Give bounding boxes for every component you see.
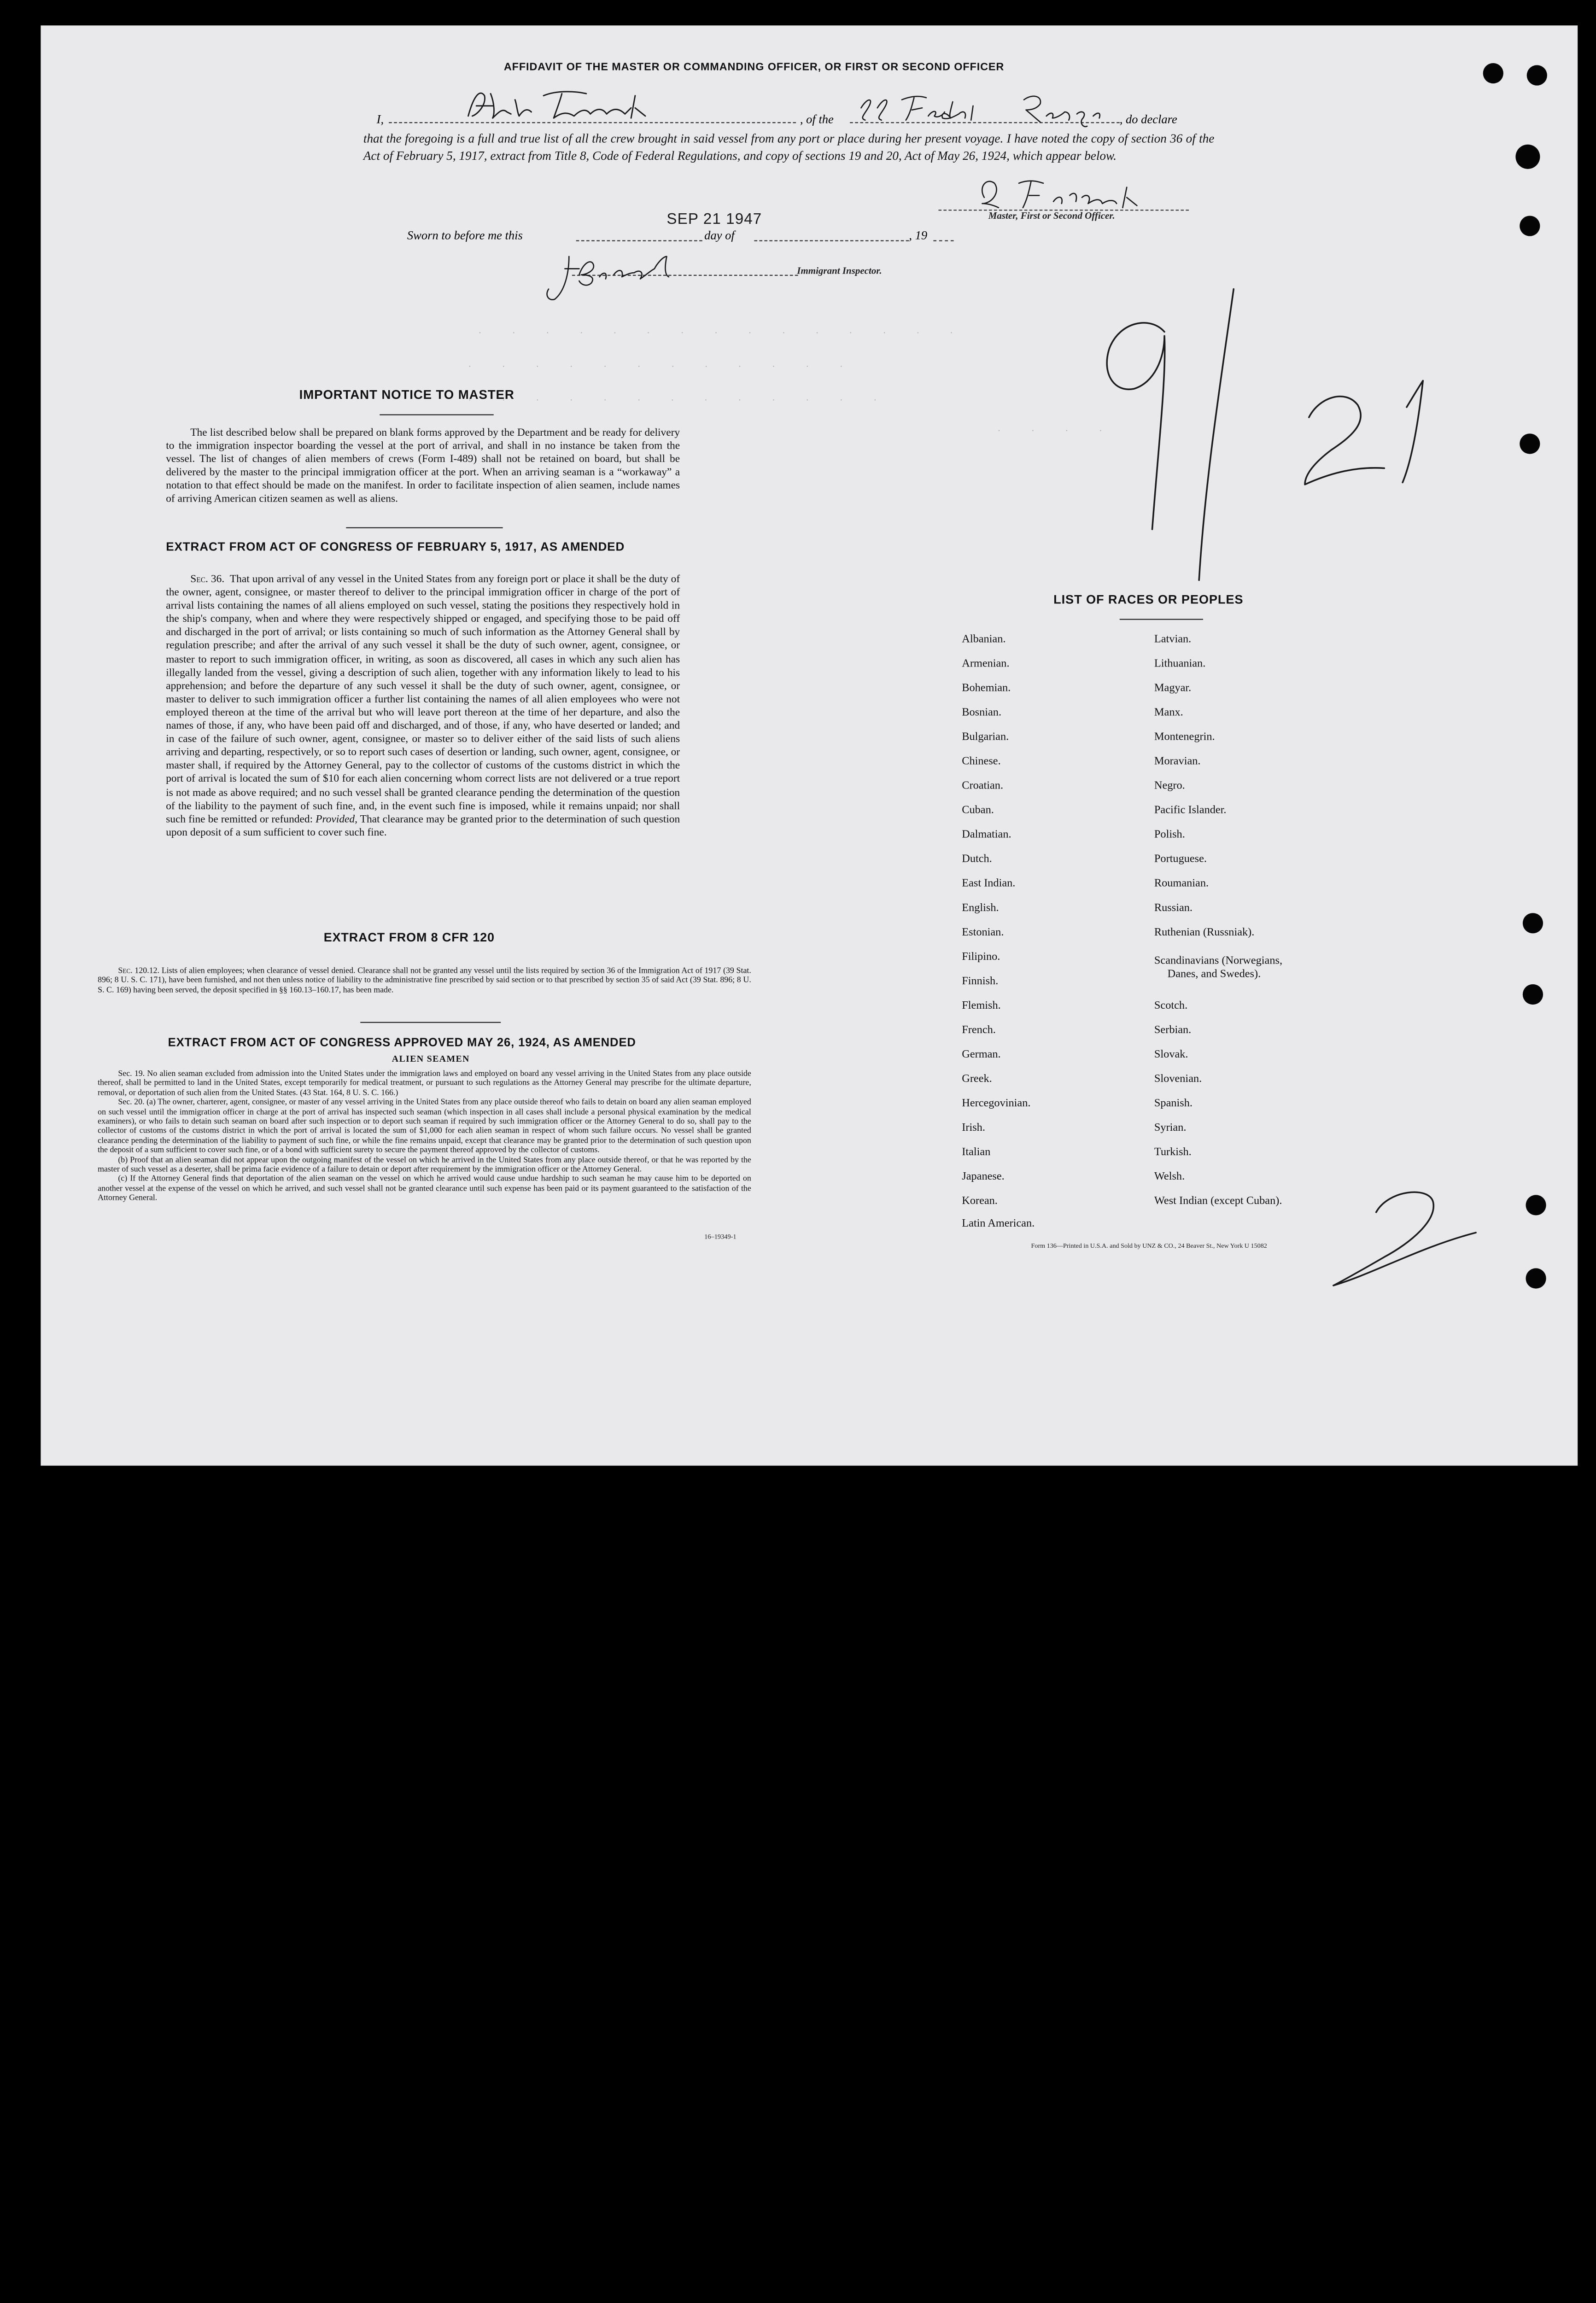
handwritten-date-9-21 [1079, 275, 1486, 611]
handwritten-page-number-2 [1323, 1175, 1497, 1298]
extract-1924-text [98, 1069, 751, 1203]
affidavit-body: that the foregoing is a full and true list of all the crew brought in said vessel from any port or place during her present voyage. I have noted the copy of section 36 of the Act of February 5, 1917, extract from Title 8, Code of Federal Regulations, and copy of sections 19 and 20, Act of May 26, 1924, which appear below. [363, 131, 1215, 163]
notice-paragraph: The list described below shall be prepared on blank forms approved by the Department and be ready for delivery to the immigration inspector boarding the vessel at the port of arrival, and shall in no instance be taken from the vessel. The list of changes of alien members of crews (Form I-489) shall not be retained on board, but shall be delivered by the master to the principal immigration officer at the port. When an arriving seaman is a “workaway” a notation to that effect should be made on the manifest. In order to facilitate inspection of alien seamen, include names of arriving American citizen seamen as well as aliens. [166, 427, 680, 506]
handwritten-vessel-name [853, 86, 1138, 130]
race-list-item: Scandinavians (Norwegians, [1154, 954, 1283, 967]
handwritten-master-name [456, 86, 700, 126]
bleed-through-text: · · · · ∙ · · · · · ∙ · · ∙ · [478, 327, 967, 338]
divider [346, 527, 503, 529]
race-list-item: Flemish. [962, 1000, 1001, 1012]
race-list-item: Bulgarian. [962, 731, 1009, 743]
race-list-item: Greek. [962, 1073, 992, 1085]
punch-hole [1527, 65, 1547, 85]
affidavit-title: AFFIDAVIT OF THE MASTER OR COMMANDING OFFICER, OR FIRST OR SECOND OFFICER [503, 61, 1005, 74]
race-list-item: Welsh. [1154, 1170, 1185, 1183]
punch-hole [1520, 216, 1540, 236]
date-stamp: SEP 21 1947 [666, 210, 762, 228]
section-36-text-end: That clearance may be granted prior to the determination of such question upon deposit of a sum sufficient to cover such fine. [166, 814, 680, 839]
divider [1120, 619, 1203, 620]
race-list-item: Latin American. [962, 1217, 1035, 1230]
race-list-item: Ruthenian (Russniak). [1154, 926, 1255, 939]
affidavit-line-suffix: , do declare [1119, 112, 1177, 127]
bleed-through-text: · · · · · · · ∙ · · · · [468, 361, 857, 372]
signature-caption: Master, First or Second Officer. [988, 211, 1115, 222]
extract-1924-title: EXTRACT FROM ACT OF CONGRESS APPROVED MAY 26, 1924, AS AMENDED [168, 1036, 636, 1050]
proviso-word: Provided, [316, 814, 357, 825]
sworn-year-label: , 19 [909, 228, 928, 242]
extract-cfr-title: EXTRACT FROM 8 CFR 120 [323, 930, 495, 945]
race-list-item: Portuguese. [1154, 853, 1207, 865]
race-list-item: Albanian. [962, 633, 1006, 646]
notice-title: IMPORTANT NOTICE TO MASTER [299, 387, 514, 402]
race-list-item: English. [962, 901, 999, 914]
race-list-item: Montenegrin. [1154, 731, 1215, 743]
race-list-item: Danes, and Swedes). [1167, 968, 1261, 981]
race-list-item: Armenian. [962, 657, 1010, 670]
inspector-caption: Immigrant Inspector. [797, 266, 882, 277]
punch-hole [1483, 63, 1503, 83]
race-list-item: Bohemian. [962, 682, 1011, 695]
extract-1924-subtitle: ALIEN SEAMEN [392, 1053, 470, 1064]
section-20a-text: Sec. 20. (a) The owner, charterer, agent, consignee, or master of any vessel arriving in the United States from any place outside thereof who fails to detain on board any alien seaman employed on such vessel until the immigration officer in charge at the port of arrival has inspected such seaman (which inspection in all cases shall include a personal physical examination by the medical examiners), or who fails to detain such seaman on board after such inspection or to deport such seaman if required by such immigration officer or the Attorney General to do so, shall pay to the collector of customs of the customs district in which the port of arrival is located the sum of $1,000 for each alien seaman in respect of whom such failure occurs. No vessel shall be granted clearance pending the determination of the liability to payment of such fine, or while the fine remains unpaid, except that clearance may be granted prior to the determination of such question upon the deposit of a sum sufficient to cover such fine, or of a bond with sufficient surety to secure the payment thereof approved by the collector of customs. [98, 1097, 751, 1155]
race-list-item: Pacific Islander. [1154, 804, 1227, 817]
race-list-item: West Indian (except Cuban). [1154, 1195, 1282, 1207]
race-list-item: Slovenian. [1154, 1073, 1202, 1085]
section-20b-text: (b) Proof that an alien seaman did not appear upon the outgoing manifest of the vessel on which he arrived in the United States from any place outside thereof, or that he was reported by the master of such vessel as a deserter, shall be prima facie evidence of a failure to detain or deport after requirement by the immigration officer or the Attorney General. [98, 1155, 751, 1174]
race-list-item: Korean. [962, 1195, 998, 1207]
race-list-item: Dutch. [962, 853, 992, 865]
extract-1917-title: EXTRACT FROM ACT OF CONGRESS OF FEBRUARY 5, 1917, AS AMENDED [166, 539, 625, 554]
race-list-item: Roumanian. [1154, 877, 1209, 890]
inspector-signature [534, 246, 687, 305]
section-19-text: Sec. 19. No alien seaman excluded from admission into the United States under the immigration laws and employed on board any vessel arriving in the United States from any place outside thereof, shall be permitted to land in the United States, except temporarily for medical treatment, or pursuant to such regulations as the Attorney General may prescribe for the ultimate departure, removal, or deportation of such alien from the United States. (43 Stat. 164, 8 U. S. C. 166.) [98, 1069, 751, 1097]
race-list-item: Latvian. [1154, 633, 1192, 646]
section-20c-text: (c) If the Attorney General finds that deportation of the alien seaman on the vessel on which he arrived would cause undue hardship to such seaman he may cause him to be deported on another vessel at the expense of the vessel on which he arrived, and such vessel shall not be granted clearance until such expense has been paid or its payment guaranteed to the satisfaction of the Attorney General. [98, 1174, 751, 1203]
race-list-item: Bosnian. [962, 706, 1002, 719]
bleed-through-text: · · · · [997, 425, 1117, 436]
sworn-day-label: day of [704, 228, 735, 242]
race-list-item: Syrian. [1154, 1122, 1187, 1134]
race-list-item: Serbian. [1154, 1024, 1192, 1036]
divider [360, 1022, 501, 1023]
race-list-item: French. [962, 1024, 996, 1036]
divider [380, 414, 493, 415]
race-list-item: Manx. [1154, 706, 1183, 719]
section-36-text: That upon arrival of any vessel in the United States from any foreign port or place it shall be the duty of the owner, agent, consignee, or master thereof to deliver to the principal immigration officer in charge of the port of arrival lists containing the names of all aliens employed on such vessel, stating the positions they respectively hold in the ship's company, when and where they were respectively shipped or engaged, and specifying those to be paid off and discharged in the port of arrival; or lists containing so much of such information as the Attorney General shall by regulation prescribe; and after the arrival of any such vessel it shall be the duty of such owner, agent, consignee, or master to report to such immigration officer, in writing, as soon as discovered, all cases in which any such alien has illegally landed from the vessel, giving a description of such alien, together with any information likely to lead to his apprehension; and before the departure of any such vessel it shall be the duty of such owner, agent, consignee, or master to deliver to such immigration officer a further list containing the names of all alien employees who were not employed thereon at the time of the arrival but who will leave port thereon at the time of her departure, and also the names of those, if any, who have been paid off and discharged, and of those, if any, who have deserted or landed; and in case of the failure of such owner, agent, consignee, or master so to deliver either of the said lists of such aliens arriving and departing, respectively, or so to report such cases of desertion or landing, such owner, agent, consignee, or master shall, if required by the Attorney General, pay to the collector of customs of the customs district in which the port of arrival is located the sum of $10 for each alien concerning whom correct lists are not delivered or a true report is not made as above required; and no such vessel shall be granted clearance pending the determination of the question of the liability to the payment of such fine, and, in the event such fine is imposed, while it remains unpaid; nor shall such fine be remitted or refunded: [166, 574, 680, 825]
sworn-prefix: Sworn to before me this [407, 228, 523, 242]
race-list-item: Croatian. [962, 779, 1004, 792]
race-list-item: German. [962, 1048, 1001, 1061]
punch-hole [1523, 913, 1543, 933]
race-list-item: Magyar. [1154, 682, 1192, 695]
race-list-item: Finnish. [962, 975, 999, 988]
master-signature [972, 173, 1165, 216]
form-print-note: Form 136—Printed in U.S.A. and Sold by UNZ & CO., 24 Beaver St., New York U 15082 [1031, 1243, 1267, 1250]
race-list-item: Lithuanian. [1154, 657, 1206, 670]
race-list-item: Spanish. [1154, 1097, 1193, 1110]
punch-hole [1515, 145, 1540, 169]
extract-1917-text [166, 573, 680, 840]
races-title: LIST OF RACES OR PEOPLES [1053, 592, 1244, 607]
race-list-item: Filipino. [962, 950, 1000, 963]
bleed-through-text: · · · · · · ∙ · · · · · · [468, 395, 891, 405]
race-list-item: Dalmatian. [962, 828, 1011, 841]
race-list-item: Japanese. [962, 1170, 1005, 1183]
sworn-year-field [933, 240, 953, 241]
race-list-item: Chinese. [962, 755, 1001, 768]
print-code: 16–19349-1 [704, 1233, 737, 1241]
race-list-item: Irish. [962, 1122, 985, 1134]
notice-text [166, 427, 680, 507]
sworn-day-field [576, 240, 702, 241]
punch-hole [1526, 1195, 1546, 1215]
race-list-item: Polish. [1154, 828, 1185, 841]
race-list-item: Hercegovinian. [962, 1097, 1031, 1110]
race-list-item: Turkish. [1154, 1146, 1192, 1158]
race-list-item: Slovak. [1154, 1048, 1188, 1061]
extract-cfr-text [98, 966, 751, 994]
race-list-item: Estonian. [962, 926, 1004, 939]
race-list-item: Negro. [1154, 779, 1185, 792]
race-list-item: Italian [962, 1146, 991, 1158]
section-label: Sec. 36. [190, 574, 225, 585]
punch-hole [1520, 433, 1540, 454]
affidavit-line-prefix: I, [376, 112, 384, 127]
race-list-item: East Indian. [962, 877, 1016, 890]
affidavit-line-mid: , of the [800, 112, 834, 127]
section-label: Sec. 120.12. [118, 966, 160, 975]
race-list-item: Moravian. [1154, 755, 1201, 768]
punch-hole [1523, 984, 1543, 1005]
section-120-text: Lists of alien employees; when clearance of vessel denied. Clearance shall not be granted any vessel until the lists required by section 36 of the Immigration Act of 1917 (39 Stat. 896; 8 U. S. C. 171), have been furnished, and not then unless notice of liability to the administrative fine prescribed by said section or to that prescribed by section 35 of said Act (39 Stat. 896; 8 U. S. C. 169) having been served, the deposit specified in §§ 160.13–160.17, has been made. [98, 966, 751, 994]
punch-hole [1526, 1268, 1546, 1288]
race-list-item: Cuban. [962, 804, 994, 817]
race-list-item: Russian. [1154, 901, 1193, 914]
race-list-item: Scotch. [1154, 1000, 1188, 1012]
sworn-month-field [754, 240, 909, 241]
